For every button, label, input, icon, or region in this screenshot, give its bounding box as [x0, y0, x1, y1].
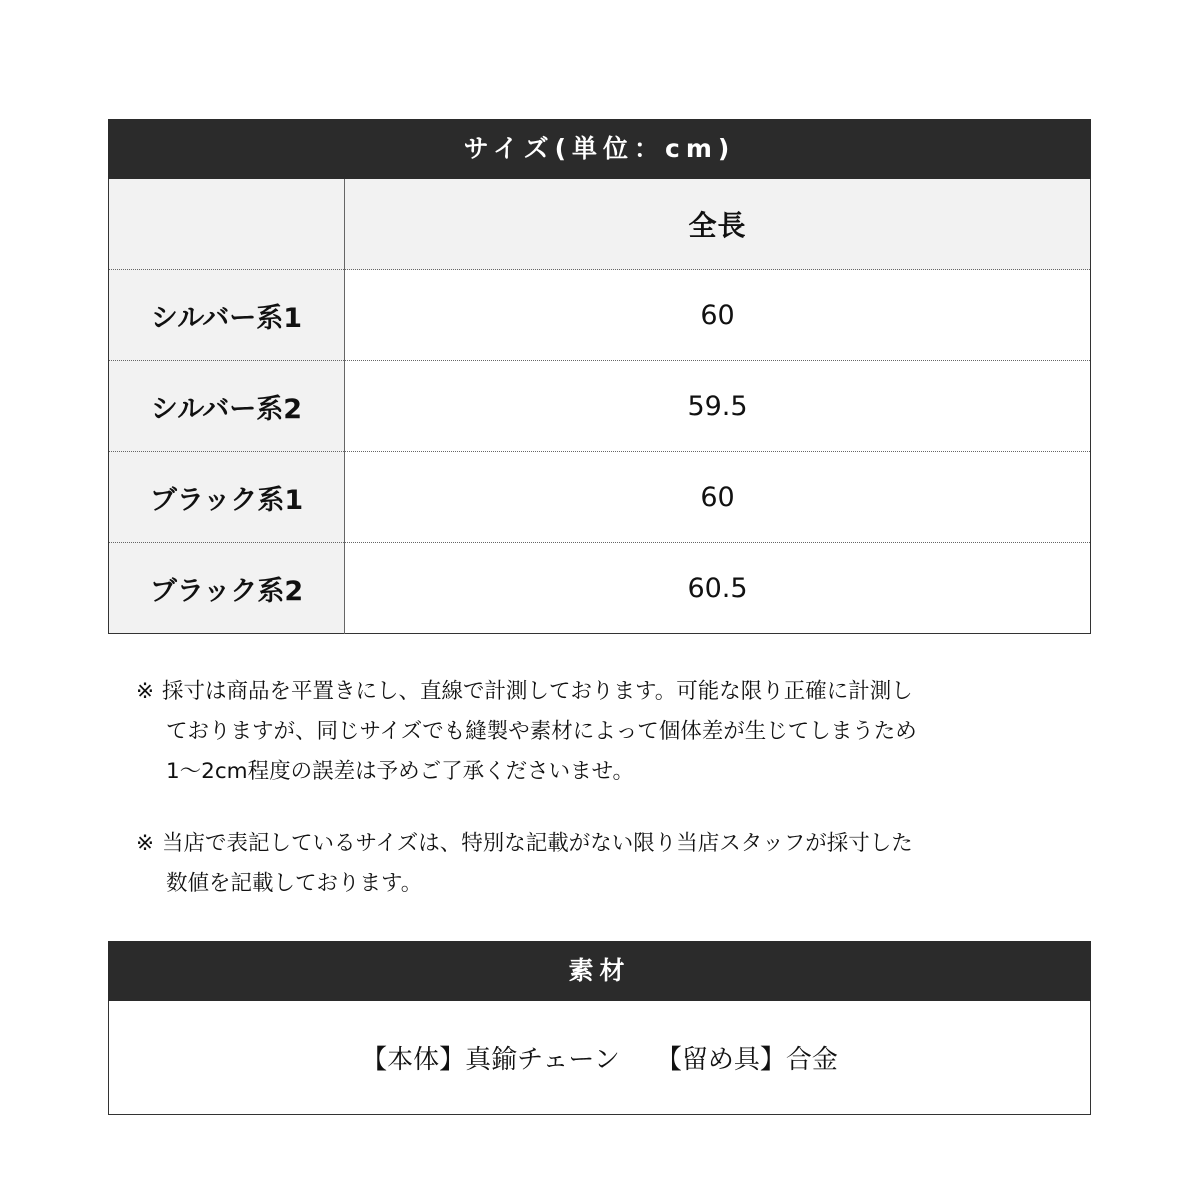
measurement-notes [136, 672, 1076, 936]
size-section [108, 119, 1091, 634]
material-section-title: 素材 [108, 941, 1091, 1001]
note-staff-measured [136, 824, 1076, 904]
table-row [109, 270, 1091, 361]
note-line: 数値を記載しております。 [166, 871, 423, 896]
note-measurement-method [136, 672, 1076, 792]
row-value: 59.5 [345, 361, 1091, 452]
note-mark: ※ [136, 679, 155, 704]
table-row [109, 543, 1091, 634]
row-label: ブラック系1 [109, 452, 345, 543]
row-value: 60.5 [345, 543, 1091, 634]
note-mark: ※ [136, 831, 155, 856]
row-label: シルバー系1 [109, 270, 345, 361]
table-header-row [109, 179, 1091, 270]
row-label: シルバー系2 [109, 361, 345, 452]
material-clasp: 【留め具】合金 [655, 1045, 838, 1075]
row-label: ブラック系2 [109, 543, 345, 634]
note-line: 1〜2cm程度の誤差は予めご了承くださいませ。 [166, 759, 634, 784]
size-table [108, 179, 1091, 634]
row-value: 60 [345, 270, 1091, 361]
column-header-total-length: 全長 [345, 179, 1091, 270]
table-row [109, 452, 1091, 543]
table-corner-cell [109, 179, 345, 270]
note-line: ておりますが、同じサイズでも縫製や素材によって個体差が生じてしまうため [166, 719, 917, 744]
material-box [108, 1001, 1091, 1115]
note-line: 採寸は商品を平置きにし、直線で計測しております。可能な限り正確に計測し [162, 679, 913, 704]
note-line: 当店で表記しているサイズは、特別な記載がない限り当店スタッフが採寸した [162, 831, 913, 856]
table-row [109, 361, 1091, 452]
material-section [108, 941, 1091, 1115]
size-section-title: サイズ(単位：cm) [108, 119, 1091, 179]
row-value: 60 [345, 452, 1091, 543]
material-body: 【本体】真鍮チェーン [361, 1045, 620, 1075]
